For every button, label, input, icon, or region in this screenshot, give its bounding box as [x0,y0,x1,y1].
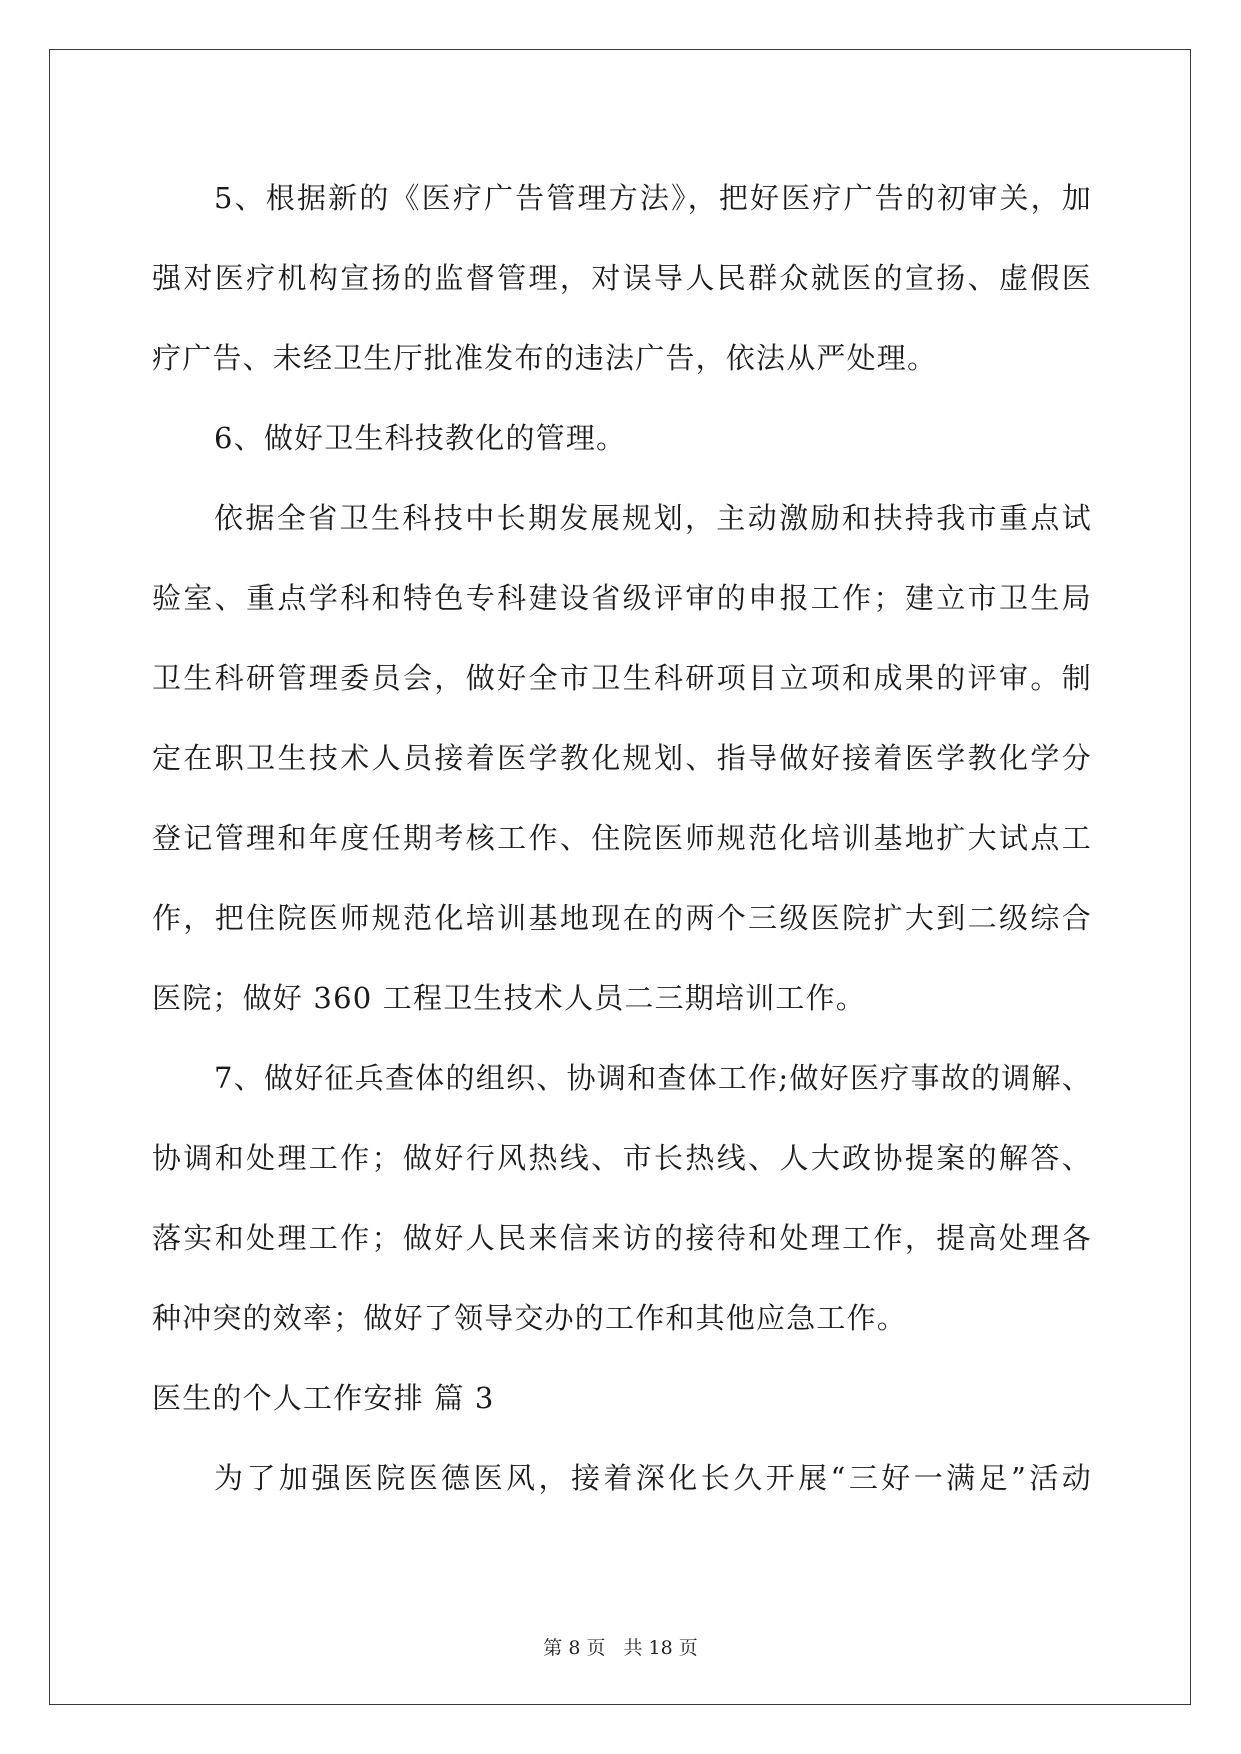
paragraph-line: 定在职卫生技术人员接着医学教化规划、指导做好接着医学教化学分 [152,741,1092,775]
paragraph-line: 作，把住院医师规范化培训基地现在的两个三级医院扩大到二级综合 [152,901,1092,935]
document-body [152,158,1092,1518]
paragraph-line: 协调和处理工作；做好行风热线、市长热线、人大政协提案的解答、 [152,1141,1092,1175]
paragraph-line: 依据全省卫生科技中长期发展规划，主动激励和扶持我市重点试 [214,501,1092,535]
paragraph-line: 落实和处理工作；做好人民来信来访的接待和处理工作，提高处理各 [152,1221,1092,1255]
paragraph-line: 5、根据新的《医疗广告管理方法》，把好医疗广告的初审关，加 [214,181,1092,215]
paragraph-line: 登记管理和年度任期考核工作、住院医师规范化培训基地扩大试点工 [152,821,1092,855]
paragraph-line: 验室、重点学科和特色专科建设省级评审的申报工作；建立市卫生局 [152,581,1092,615]
item-heading: 6、做好卫生科技教化的管理。 [214,421,627,455]
paragraph-line: 为了加强医院医德医风，接着深化长久开展“三好一满足”活动 [214,1461,1092,1495]
paragraph-line: 7、做好征兵查体的组织、协调和查体工作;做好医疗事故的调解、 [214,1061,1092,1095]
section-heading: 医生的个人工作安排 篇 3 [152,1381,495,1415]
paragraph-line: 卫生科研管理委员会，做好全市卫生科研项目立项和成果的评审。制 [152,661,1092,695]
paragraph-line: 疗广告、未经卫生厅批准发布的违法广告，依法从严处理。 [152,341,938,375]
paragraph-line: 种冲突的效率；做好了领导交办的工作和其他应急工作。 [152,1301,908,1335]
page-footer [0,1633,1241,1660]
page-total: 共 18 页 [623,1637,698,1659]
paragraph-line: 强对医疗机构宣扬的监督管理，对误导人民群众就医的宣扬、虚假医 [152,261,1092,295]
paragraph-line: 医院；做好 360 工程卫生技术人员二三期培训工作。 [152,981,866,1015]
page-number: 第 8 页 [543,1637,606,1659]
